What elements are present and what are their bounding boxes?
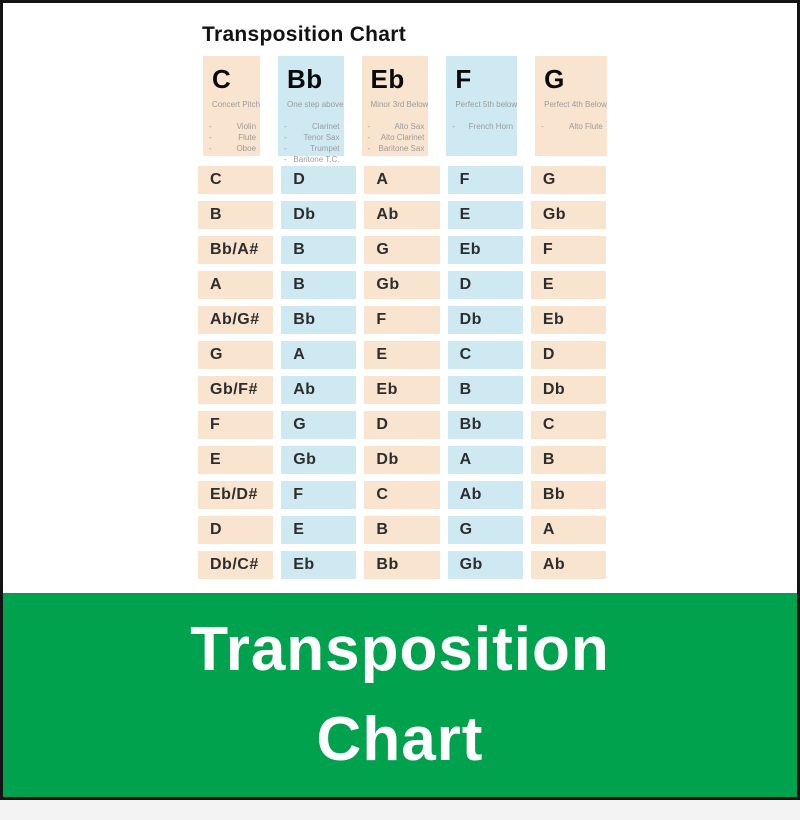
banner-title-line2: Chart (316, 705, 484, 774)
note-cell: E (364, 341, 439, 369)
note-cell: D (448, 271, 523, 299)
note-cell: Eb (364, 376, 439, 404)
note-cell: E (448, 201, 523, 229)
note-cell: G (364, 236, 439, 264)
instrument-name: Baritone T.C. (293, 155, 340, 164)
note-cell: Bb (531, 481, 606, 509)
list-bullet: - (284, 144, 287, 153)
table-header-row (198, 56, 607, 164)
column-header (362, 56, 429, 156)
instrument-list (368, 121, 425, 154)
instrument-name: Tenor Sax (303, 133, 340, 142)
table-row (198, 446, 606, 474)
list-bullet: - (452, 122, 455, 131)
list-bullet: - (541, 122, 544, 131)
table-row (198, 271, 606, 299)
note-cell: F (531, 236, 606, 264)
note-cell: G (281, 411, 356, 439)
note-cell: F (448, 166, 523, 194)
table-row (198, 306, 606, 334)
instrument-item (209, 143, 256, 154)
column-description: Concert Pitch (212, 100, 261, 109)
list-bullet: - (284, 133, 287, 142)
note-cell: Bb (281, 306, 356, 334)
note-cell: Bb/A# (198, 236, 273, 264)
instrument-list (541, 121, 603, 132)
note-cell: G (198, 341, 273, 369)
list-bullet: - (367, 144, 371, 153)
note-cell: Ab (364, 201, 439, 229)
note-cell: Db (281, 201, 356, 229)
header-col-bb (273, 56, 348, 164)
table-row (198, 166, 606, 194)
note-cell: B (281, 236, 356, 264)
note-cell: Ab (448, 481, 523, 509)
column-key: Bb (287, 64, 323, 94)
note-cell: A (281, 341, 356, 369)
note-cell: Bb (364, 551, 439, 579)
note-cell: A (198, 271, 273, 299)
instrument-item (284, 121, 339, 132)
column-description: Minor 3rd Below (370, 100, 429, 109)
note-cell: C (448, 341, 523, 369)
note-cell: Eb (531, 306, 606, 334)
list-bullet: - (209, 144, 212, 153)
column-header (278, 56, 344, 164)
instrument-item (209, 132, 256, 143)
note-cell: Eb (281, 551, 356, 579)
header-col-eb (357, 56, 434, 156)
instrument-name: Baritone Sax (378, 144, 425, 153)
column-key: Eb (370, 64, 405, 94)
table-row (198, 341, 606, 369)
instrument-item (209, 121, 256, 132)
note-cell: Ab (281, 376, 356, 404)
list-bullet: - (209, 122, 212, 131)
note-cell: F (281, 481, 356, 509)
list-bullet: - (284, 122, 287, 131)
instrument-name: French Horn (468, 122, 514, 131)
column-description: Perfect 4th Below (544, 100, 607, 109)
table-body (198, 166, 606, 579)
note-cell: Gb (448, 551, 523, 579)
instrument-item (368, 143, 425, 154)
instrument-name: Alto Flute (569, 122, 603, 131)
table-row (198, 516, 606, 544)
note-cell: E (531, 271, 606, 299)
note-cell: Ab (531, 551, 606, 579)
instrument-name: Oboe (236, 144, 257, 153)
bottom-banner (3, 593, 797, 797)
instrument-item (284, 143, 339, 154)
list-bullet: - (209, 133, 212, 142)
instrument-name: Alto Sax (394, 122, 425, 131)
instrument-name: Trumpet (310, 144, 340, 153)
table-row (198, 376, 606, 404)
note-cell: B (448, 376, 523, 404)
table-row (198, 411, 606, 439)
column-key: C (212, 64, 232, 94)
note-cell: G (448, 516, 523, 544)
note-cell: Db/C# (198, 551, 273, 579)
note-cell: C (364, 481, 439, 509)
column-key: F (455, 64, 472, 94)
note-cell: E (281, 516, 356, 544)
note-cell: Db (531, 376, 606, 404)
instrument-name: Violin (236, 122, 257, 131)
note-cell: B (531, 446, 606, 474)
note-cell: A (531, 516, 606, 544)
header-col-c (198, 56, 265, 156)
note-cell: Gb (364, 271, 439, 299)
note-cell: D (198, 516, 273, 544)
note-cell: D (281, 166, 356, 194)
column-description: Perfect 5th below (455, 100, 518, 109)
note-cell: Ab/G# (198, 306, 273, 334)
transposition-table (198, 56, 606, 586)
note-cell: A (364, 166, 439, 194)
note-cell: F (198, 411, 273, 439)
note-cell: Gb (281, 446, 356, 474)
note-cell: A (448, 446, 523, 474)
instrument-item (452, 121, 513, 132)
instrument-list (209, 121, 256, 154)
note-cell: Gb (531, 201, 606, 229)
column-description: One step above (287, 100, 344, 109)
note-cell: C (531, 411, 606, 439)
note-cell: Db (448, 306, 523, 334)
note-cell: Bb (448, 411, 523, 439)
column-header (446, 56, 517, 156)
note-cell: Eb/D# (198, 481, 273, 509)
instrument-list (452, 121, 513, 132)
note-cell: D (531, 341, 606, 369)
instrument-item (284, 132, 339, 143)
table-row (198, 551, 606, 579)
note-cell: G (531, 166, 606, 194)
instrument-item (541, 121, 603, 132)
instrument-name: Alto Clarinet (380, 133, 425, 142)
note-cell: B (281, 271, 356, 299)
note-cell: E (198, 446, 273, 474)
note-cell: B (364, 516, 439, 544)
note-cell: F (364, 306, 439, 334)
note-cell: D (364, 411, 439, 439)
list-bullet: - (367, 133, 371, 142)
instrument-name: Clarinet (311, 122, 340, 131)
instrument-item (284, 154, 339, 165)
note-cell: Gb/F# (198, 376, 273, 404)
note-cell: B (198, 201, 273, 229)
note-cell: Db (364, 446, 439, 474)
note-cell: C (198, 166, 273, 194)
column-header (535, 56, 607, 156)
column-key: G (544, 64, 565, 94)
instrument-name: Flute (238, 133, 257, 142)
note-cell: Eb (448, 236, 523, 264)
instrument-item (368, 121, 425, 132)
instrument-item (368, 132, 425, 143)
table-row (198, 201, 606, 229)
header-col-f (441, 56, 522, 156)
column-header (203, 56, 260, 156)
table-row (198, 481, 606, 509)
table-row (198, 236, 606, 264)
list-bullet: - (284, 155, 287, 164)
list-bullet: - (367, 122, 371, 131)
banner-title-line1: Transposition (190, 615, 610, 684)
header-col-g (530, 56, 612, 156)
page-title: Transposition Chart (202, 23, 407, 46)
